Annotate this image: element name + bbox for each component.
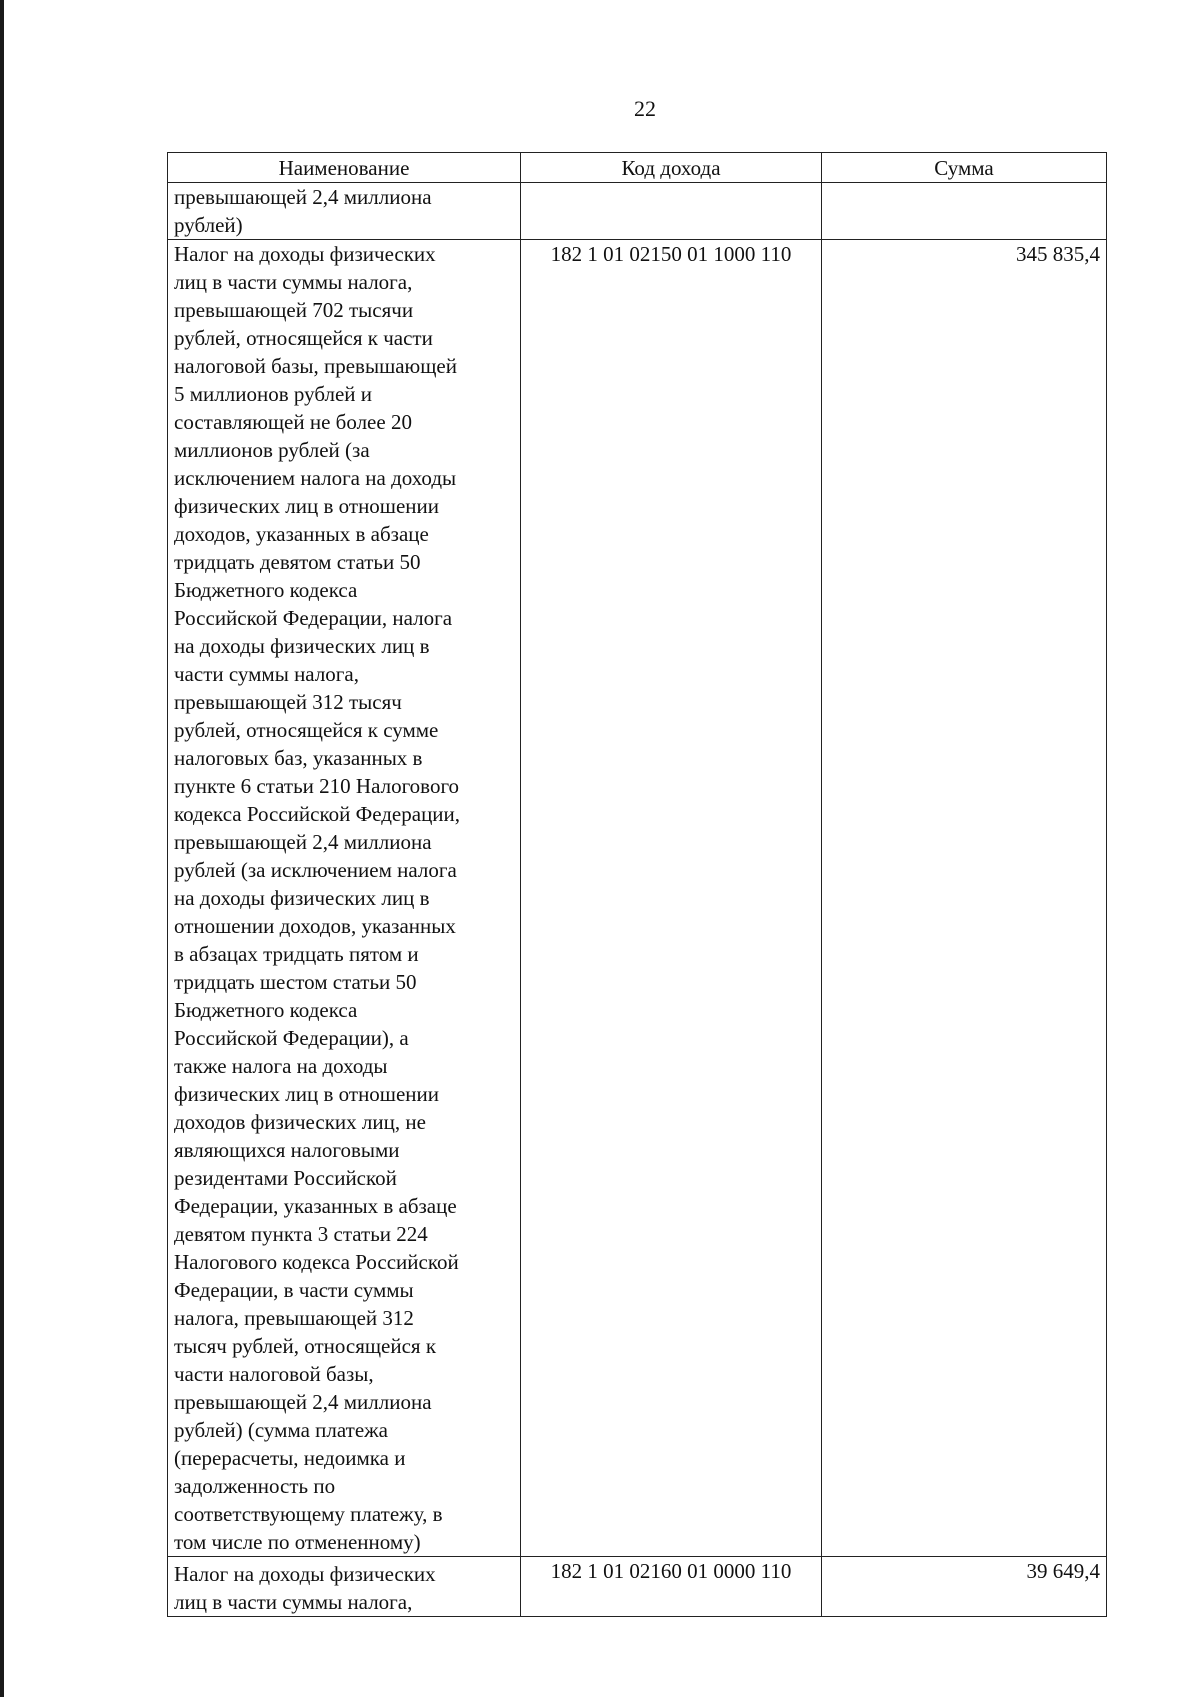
name-line: резидентами Российской (174, 1166, 397, 1190)
table-row (168, 1557, 1107, 1617)
name-line: доходов физических лиц, не (174, 1110, 426, 1134)
name-line: рублей) (174, 213, 243, 237)
name-line: отношении доходов, указанных (174, 914, 456, 938)
name-line: пункте 6 статьи 210 Налогового (174, 774, 460, 798)
name-line: 5 миллионов рублей и (174, 382, 373, 406)
name-line: тридцать девятом статьи 50 (174, 550, 421, 574)
name-line: Российской Федерации, налога (174, 606, 453, 630)
name-line: миллионов рублей (за (174, 438, 370, 462)
name-line: доходов, указанных в абзаце (174, 522, 429, 546)
name-line: рублей, относящейся к части (174, 326, 433, 350)
name-line: лиц в части суммы налога, (174, 270, 413, 294)
name-line: (перерасчеты, недоимка и (174, 1446, 406, 1470)
name-line: рублей (за исключением налога (174, 858, 457, 882)
name-line: на доходы физических лиц в (174, 886, 430, 910)
name-line: Бюджетного кодекса (174, 578, 358, 602)
name-line: налоговых баз, указанных в (174, 746, 423, 770)
header-sum: Сумма (822, 153, 1107, 183)
cell-code: 182 1 01 02150 01 1000 110 (521, 240, 822, 1557)
name-line: рублей) (сумма платежа (174, 1418, 388, 1442)
table-header-row (168, 153, 1107, 183)
scan-edge (0, 0, 4, 1697)
table-row (168, 240, 1107, 1557)
name-line: превышающей 312 тысяч (174, 690, 402, 714)
table-body (168, 183, 1107, 1617)
name-line: на доходы физических лиц в (174, 634, 430, 658)
header-code: Код дохода (521, 153, 822, 183)
name-line: девятом пункта 3 статьи 224 (174, 1222, 428, 1246)
name-line: исключением налога на доходы (174, 466, 457, 490)
name-line: тысяч рублей, относящейся к (174, 1334, 437, 1358)
name-line: Налог на доходы физических (174, 242, 436, 266)
cell-sum: 39 649,4 (822, 1557, 1107, 1617)
cell-code (521, 183, 822, 240)
income-table (167, 152, 1107, 1617)
name-line: налоговой базы, превышающей (174, 354, 457, 378)
name-line: налога, превышающей 312 (174, 1306, 414, 1330)
name-line: превышающей 2,4 миллиона (174, 1390, 432, 1414)
name-line: в абзацах тридцать пятом и (174, 942, 419, 966)
name-line: тридцать шестом статьи 50 (174, 970, 417, 994)
name-line: превышающей 702 тысячи (174, 298, 414, 322)
name-line: превышающей 2,4 миллиона (174, 830, 432, 854)
cell-code: 182 1 01 02160 01 0000 110 (521, 1557, 822, 1617)
name-line: задолженность по (174, 1474, 336, 1498)
name-line: превышающей 2,4 миллиона (174, 185, 432, 209)
cell-name (168, 1557, 521, 1617)
name-line: Федерации, в части суммы (174, 1278, 414, 1302)
name-line: физических лиц в отношении (174, 1082, 440, 1106)
cell-sum (822, 183, 1107, 240)
cell-name (168, 183, 521, 240)
name-line: Российской Федерации), а (174, 1026, 409, 1050)
name-line: также налога на доходы (174, 1054, 388, 1078)
name-line: Налог на доходы физических (174, 1562, 436, 1586)
name-line: составляющей не более 20 (174, 410, 412, 434)
name-line: кодекса Российской Федерации, (174, 802, 461, 826)
name-line: Налогового кодекса Российской (174, 1250, 459, 1274)
name-line: части суммы налога, (174, 662, 359, 686)
cell-name (168, 240, 521, 1557)
name-line: Федерации, указанных в абзаце (174, 1194, 457, 1218)
name-line: части налоговой базы, (174, 1362, 374, 1386)
table-row (168, 183, 1107, 240)
name-line: Бюджетного кодекса (174, 998, 358, 1022)
name-line: являющихся налоговыми (174, 1138, 400, 1162)
cell-sum: 345 835,4 (822, 240, 1107, 1557)
name-line: лиц в части суммы налога, (174, 1590, 413, 1614)
name-line: соответствующему платежу, в (174, 1502, 443, 1526)
page-number: 22 (634, 96, 656, 121)
name-line: том числе по отмененному) (174, 1530, 421, 1554)
name-line: рублей, относящейся к сумме (174, 718, 439, 742)
header-name: Наименование (168, 153, 521, 183)
name-line: физических лиц в отношении (174, 494, 440, 518)
